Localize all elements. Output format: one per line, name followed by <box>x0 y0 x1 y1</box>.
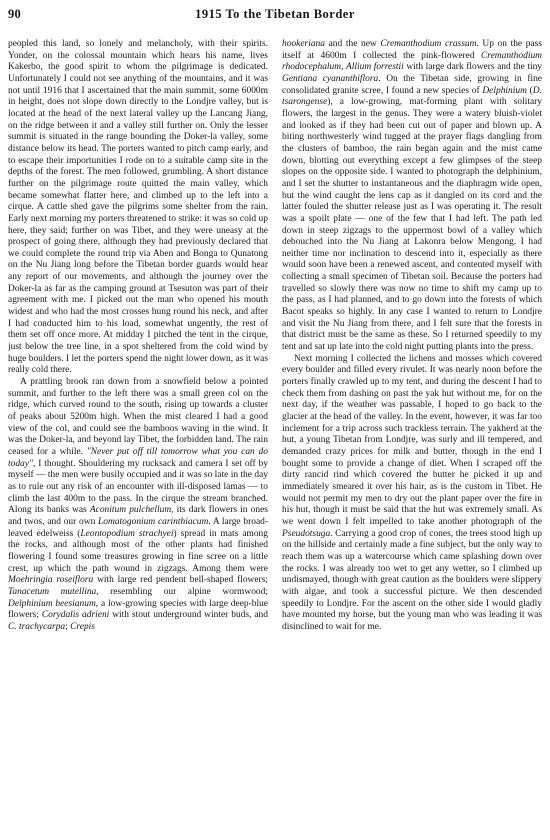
paragraph <box>8 377 268 633</box>
italic-text-run: C. trachycarpa <box>8 621 66 632</box>
italic-text-run: Pseudotsuga <box>282 528 331 539</box>
italic-text-run: Moehringia roseiflora <box>8 575 94 586</box>
italic-text-run: Crepis <box>70 621 95 632</box>
text-run: with large red pendent bell-shaped flowers; <box>93 575 268 586</box>
text-run: ), a low-growing, mat-forming plant with solitary flowers, the largest in the genus. They were a watery bluish-violet and looked as if they had been cut out of paper and blown up. A biting northwesterly wind tugged at the prayer flags dangling from the clusters of bamboo, the rain began again and the mist came down, blotting out everything except a few glimpses of the steep slopes on the opposite side. I wanted to photograph the delphinium, and I set the shutter to instantaneous and the diaphragm wide open, but the wind caught the lens cap as it dangled on its cord and the latter fouled the shutter release just as I was operating it. The result was a spoilt plate — one of the few that I had left. The path led down in steep zigzags to the uppermost bowl of a valley which debouched into the Nu Jiang at Lakonra below Mengong. I had neither time nor inclination to descend into it, especially as there would soon have been a renewed ascent, and contented myself with collecting a small specimen of Tibetan soil. Because the porters had travelled so slowly there was now no time to shift my camp up to the pass, as I had planned, and to go down into the forests of which Bacot speaks so highly. In any case I wanted to return to Londjre and visit the Nu Jiang from there, and I felt sure that the forests in that district must be the same as these. So I returned speedily to my tent and sat up late into the cold night putting plants into the press. <box>282 97 542 353</box>
text-run: , its dark flowers in ones and twos, and our own <box>8 505 268 527</box>
left-column <box>8 39 268 837</box>
text-run: with large dark flowers and the tiny <box>403 62 542 73</box>
italic-text-run: Allium forrestii <box>346 62 404 73</box>
paragraph <box>8 39 268 377</box>
text-run: A prattling brook ran down from a snowfield below a pointed summit, and further to the left there was a small green col on the ridge, which curved round to the south, rising up towards a cluster of peaks about 5200m high. When the mist cleared I had a good view of the col, and could see the bamboos waving in the wind. It was the Doker-la, and beyond lay Tibet, the forbidden land. The rain ceased for a while. <box>8 377 268 457</box>
italic-text-run: Delphinium beesianum <box>8 598 96 609</box>
text-run: ; <box>65 621 71 632</box>
italic-text-run: Delphinium <box>482 85 527 96</box>
text-run: ( <box>526 85 533 96</box>
text-run: ) spread in mats among the rocks, and although most of the other plants had finished flowering I found some treasures growing in fine scree on a little crest, up which the path wound in zigzags. Among them were <box>8 528 268 574</box>
italic-text-run: Leontopodium strachyei <box>80 528 174 539</box>
text-run: with stout underground winter buds, and <box>109 610 268 621</box>
italic-text-run: Lomatogonium carinthiacum <box>98 516 209 527</box>
text-run: , <box>341 62 346 73</box>
text-run: . Up on the pass itself at 4600m I collected the pink-flowered <box>282 39 542 61</box>
text-run: . A large broad-leaved edelweiss ( <box>8 516 268 539</box>
italic-text-run: "Never put off till tomorrow what you can do today" <box>8 446 268 469</box>
text-run: , a low-growing species with large deep-blue flowers; <box>8 598 268 621</box>
italic-text-run: Cremanthodium rhodocephalum <box>282 50 542 73</box>
paragraph <box>282 39 542 354</box>
text-run: peopled this land, so lonely and melancholy, with their spirits. Yonder, on the colossal mountain which hears his name, lives Kakerbo, the good spirit to whom the pilgrimage is dedicated. Unfortunately I could not see anything of the mountains, and it was not until 1916 that I ascertained that the main summit, some 6000m in height, does not slope down directly to the Londjre valley, but is located at the head of the next lateral valley up the Lancang Jiang, on the ridge between it and a valley still further on. Only the lesser summit is situated in the range bounding the Doker-la valley, some distance below its head. The porters wanted to pitch camp early, and to escape their importunities I rode on to a suitable camp site in the depths of the forest. The men followed, grumbling. A short distance further on the pilgrimage route quitted the main valley, which became somewhat flatter here, and climbed up to the left into a cirque. A cattle shed gave the pilgrims some shelter from the rain. Early next morning my porters threatened to strike: it was so cold up here, they said; further on was Tibet, and they were uneasy at the prospect of going there, although they had previously declared that we could complete the round trip via Aben and Bonga to Qunatong on the Nu Jiang long before the Tibetan border guards would hear any report of our movements, and although the journey over the Doker-la as far as the camping ground at Tsesuton was part of their agreement with me. I picked out the man who opened his mouth widest and who had the most crosses hung round his neck, and after I had conducted him to his load, somewhat ungently, the rest of them set off once more. At midday I pitched the tent in the cirque, just below the tree line, in a spot sheltered from the cold wind by huge boulders. I let the porters spend the night lower down, as it was really cold there. <box>8 39 268 376</box>
right-column <box>282 39 542 837</box>
text-run: , resembling our alpine wormwood; <box>96 586 268 597</box>
text-columns <box>8 39 542 837</box>
text-run: , I thought. Shouldering my rucksack and camera I set off by myself — the men were busily occupied and it was so late in the day as to rule out any risk of an encounter with ill-disposed lamas — to climb the last 400m to the pass. In the cirque the stream branched. Along its banks was <box>8 458 268 516</box>
italic-text-run: Tanacetum mutellina <box>8 586 97 597</box>
text-run: Next morning I collected the lichens and mosses which covered every boulder and filled every rivulet. It was nearly noon before the porters finally crawled up to my tent, and during the descent I had to check them from dashing on past the yak hut without me, for on the next day, if the weather was passable, I hoped to go back to the glacier at the head of the valley. In the event, however, it was far too inclement for a trip across such trackless terrain. The yakherd at the hut, a young Tibetan from Londjre, was surly and ill tempered, and demanded crazy prices for milk and butter, though in the end I bought some to provide a change of diet. When I scraped off the dirty rancid rind which covered the butter he picked it up and immediately smeared it over his hair, as is the custom in Tibet. He would not permit my men to dry out the plant paper over the fire in his hut, though it must be said that the hut was extremely small. As we went down I felt impelled to take another photograph of the <box>282 353 542 527</box>
italic-text-run: Gentiana cyananthiflora <box>282 73 379 84</box>
paragraph <box>282 354 542 634</box>
page-number: 90 <box>8 7 21 21</box>
text-run: . Carrying a good crop of cones, the trees stood high up on the hillside and certainly made a fine subject, but the only way to reach them was up a watercourse which came splashing down over the rocks. I was already too wet to get any wetter, so I climbed up undismayed, though with great caution as the boulders were slippery with algae, and took a successful picture. We then descended speedily to Londjre. For the ascent on the other side I would gladly have mounted my horse, but the young man who was leading it was disinclined to wait for me. <box>282 528 542 632</box>
running-title: 1915 To the Tibetan Border <box>195 7 355 21</box>
italic-text-run: hookeriana <box>282 39 325 49</box>
italic-text-run: D. tsarongense <box>282 85 542 108</box>
running-head <box>8 7 542 25</box>
italic-text-run: Cremanthodium crassum <box>380 39 477 49</box>
text-run: . On the Tibetan side, growing in fine consolidated granite scree, I found a new species of <box>282 73 542 96</box>
text-run: and the new <box>325 39 381 49</box>
italic-text-run: Corydalis adrieni <box>41 610 110 621</box>
italic-text-run: Aconitum pulchellum <box>89 505 172 516</box>
